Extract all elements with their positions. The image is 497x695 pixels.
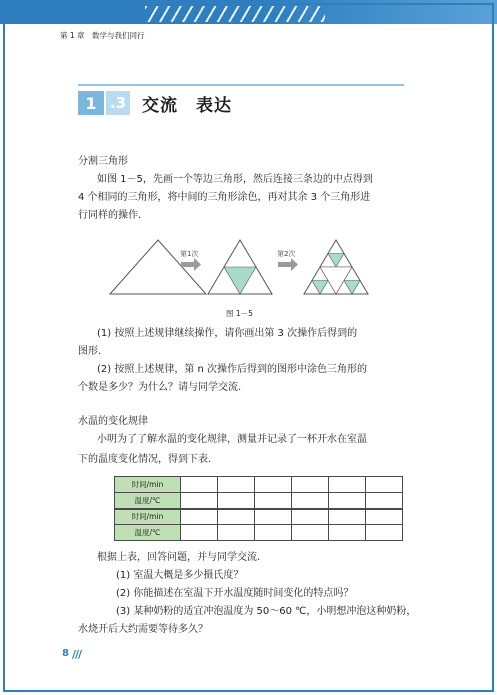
row-header-temperature: 温度/℃ <box>115 493 181 509</box>
table-cell <box>255 525 292 541</box>
table-cell <box>366 525 403 541</box>
table-cell <box>181 509 218 525</box>
section-number-minor: .3 <box>106 91 130 115</box>
arrow-1-label: 第1次 <box>180 250 199 258</box>
part2-q3-line-2: 水烧开后大约需要等待多久？ <box>78 624 208 635</box>
table-cell <box>218 477 255 493</box>
table-cell <box>218 493 255 509</box>
section-title-text: 交流 表达 <box>142 95 232 116</box>
page-number: 8 <box>62 648 69 659</box>
part1-q1-line-2: 图形. <box>78 346 102 357</box>
table-cell <box>366 477 403 493</box>
part2-q1: (1) 室温大概是多少摄氏度？ <box>116 570 244 581</box>
table-cell <box>329 525 366 541</box>
table-row <box>115 477 403 493</box>
table-cell <box>366 509 403 525</box>
part1-q1-line-1: (1) 按照上述规律继续操作，请你画出第 3 次操作后得到的 <box>97 328 358 339</box>
part1-heading: 分割三角形 <box>78 156 128 167</box>
part1-q2-line-2: 个数是多少？为什么？请与同学交流. <box>78 382 242 393</box>
table-row <box>115 525 403 541</box>
table-cell <box>181 477 218 493</box>
part2-q2: (2) 你能描述在室温下开水温度随时间变化的特点吗？ <box>116 588 354 599</box>
title-rule <box>78 84 404 86</box>
table-cell <box>329 509 366 525</box>
table-row <box>115 493 403 509</box>
table-cell <box>366 493 403 509</box>
part2-line-2: 下的温度变化情况，得到下表. <box>78 454 212 465</box>
table-cell <box>329 493 366 509</box>
table-cell <box>292 493 329 509</box>
page-number-decoration: /// <box>72 648 82 661</box>
table-cell <box>329 477 366 493</box>
row-header-time: 时间/min <box>115 509 181 525</box>
table-cell <box>255 493 292 509</box>
temperature-table <box>114 476 403 541</box>
arrow-2-shaft <box>278 262 292 267</box>
table-cell <box>218 525 255 541</box>
table-cell <box>255 509 292 525</box>
triangle-step-2 <box>304 240 368 294</box>
table-cell <box>181 525 218 541</box>
table-cell <box>292 525 329 541</box>
table-cell <box>218 509 255 525</box>
table-cell <box>255 477 292 493</box>
table-row <box>115 509 403 525</box>
table-cell <box>181 493 218 509</box>
arrow-2-label: 第2次 <box>277 250 296 258</box>
row-header-temperature: 温度/℃ <box>115 525 181 541</box>
arrow-1-shaft <box>181 262 195 267</box>
chapter-header: 第 1 章 数学与我们同行 <box>60 31 145 40</box>
part1-q2-line-1: (2) 按照上述规律，第 n 次操作后得到的图形中涂色三角形的 <box>97 364 368 375</box>
row-header-time: 时间/min <box>115 477 181 493</box>
part2-q3-line-1: (3) 某种奶粉的适宜冲泡温度为 50～60 ℃，小明想冲泡这种奶粉， <box>116 606 417 617</box>
triangle-step-1 <box>208 240 272 294</box>
arrow-1-head <box>194 258 201 271</box>
table-cell <box>292 477 329 493</box>
part1-line-1: 如图 1－5，先画一个等边三角形，然后连接三条边的中点得到 <box>97 174 373 185</box>
section-number-major: 1 <box>78 91 104 115</box>
part1-line-2: 4 个相同的三角形，将中间的三角形涂色，再对其余 3 个三角形进 <box>78 192 371 203</box>
part1-line-3: 行同样的操作. <box>78 210 142 221</box>
table-cell <box>292 509 329 525</box>
section-title <box>78 90 232 116</box>
questions-intro: 根据上表，回答问题，并与同学交流. <box>97 552 261 563</box>
part2-line-1: 小明为了了解水温的变化规律，测量并记录了一杯开水在室温 <box>97 434 367 445</box>
figure-caption: 图 1－5 <box>226 309 253 318</box>
arrow-2-head <box>291 258 298 271</box>
part2-heading: 水温的变化规律 <box>78 416 148 427</box>
